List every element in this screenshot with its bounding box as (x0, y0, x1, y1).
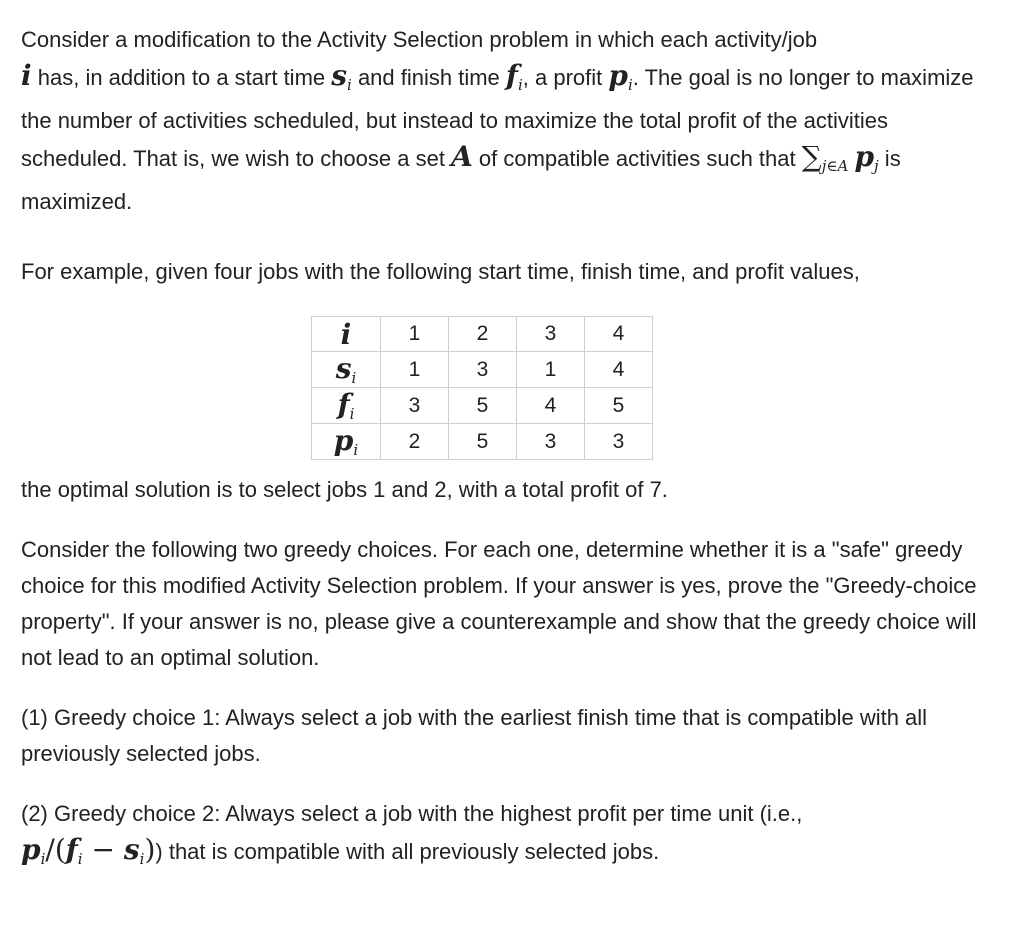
table-cell: 2 (449, 317, 517, 352)
var-pj: p (854, 140, 875, 173)
question-text: Consider the following two greedy choices. For each one, determine whether it is a "safe" greedy choice for this modified Activity Selection problem. If your answer is yes, prove the "Greedy-choice property". If your answer is no, please give a counterexample and show that the greedy choice will not lead to an optimal solution. (21, 537, 977, 670)
row-label: i (312, 317, 381, 352)
table-cell: 1 (381, 317, 449, 352)
table-row (312, 352, 653, 388)
intro-paragraph: Consider a modification to the Activity Selection problem in which each activity/job i has, in addition to a start time $s_i$ and finish time $f_i$, a profit $p_i$. The goal is no longer to maximize the number of activities scheduled, but instead to maximize the total profit of the activities scheduled. That is, we wish to choose a set A of compatible activities such that $\sum_{j\in A}$ $p_j$ is maximized. (21, 27, 974, 214)
sum-symbol: ∑ (801, 140, 822, 173)
table-cell: 5 (449, 388, 517, 424)
row-label: $p_i$ (312, 424, 381, 460)
var-f: f (505, 59, 518, 92)
table-cell: 4 (585, 352, 653, 388)
table-row (312, 424, 653, 460)
table-cell: 3 (517, 424, 585, 460)
row-label: $s_i$ (312, 352, 381, 388)
table-row (312, 388, 653, 424)
table-cell: 4 (517, 388, 585, 424)
table-cell: 3 (381, 388, 449, 424)
table-cell: 4 (585, 317, 653, 352)
table-cell: 5 (449, 424, 517, 460)
table-cell: 2 (381, 424, 449, 460)
table-cell: 5 (585, 388, 653, 424)
table-cell: 3 (517, 317, 585, 352)
var-s: s (331, 59, 348, 92)
var-p: p (608, 59, 628, 92)
var-i: i (21, 59, 32, 92)
example-table (311, 316, 653, 460)
table-cell: 3 (585, 424, 653, 460)
example-table-wrap (311, 316, 981, 460)
optimal-solution-text: the optimal solution is to select jobs 1 and 2, with a total profit of 7. (21, 477, 668, 502)
table-cell: 1 (381, 352, 449, 388)
problem-statement (21, 22, 981, 877)
row-label: $f_i$ (312, 388, 381, 424)
greedy-choice-1: (1) Greedy choice 1: Always select a job with the earliest finish time that is compatible with all previously selected jobs. (21, 705, 928, 766)
greedy-choice-2: (2) Greedy choice 2: Always select a job with the highest profit per time unit (i.e., $p_i/(f_i - s_i)$) that is compatible with all previously selected jobs. (21, 801, 803, 868)
table-cell: 3 (449, 352, 517, 388)
example-intro: For example, given four jobs with the following start time, finish time, and profit values, (21, 259, 860, 284)
var-A: A (451, 140, 473, 173)
table-row (312, 317, 653, 352)
table-cell: 1 (517, 352, 585, 388)
